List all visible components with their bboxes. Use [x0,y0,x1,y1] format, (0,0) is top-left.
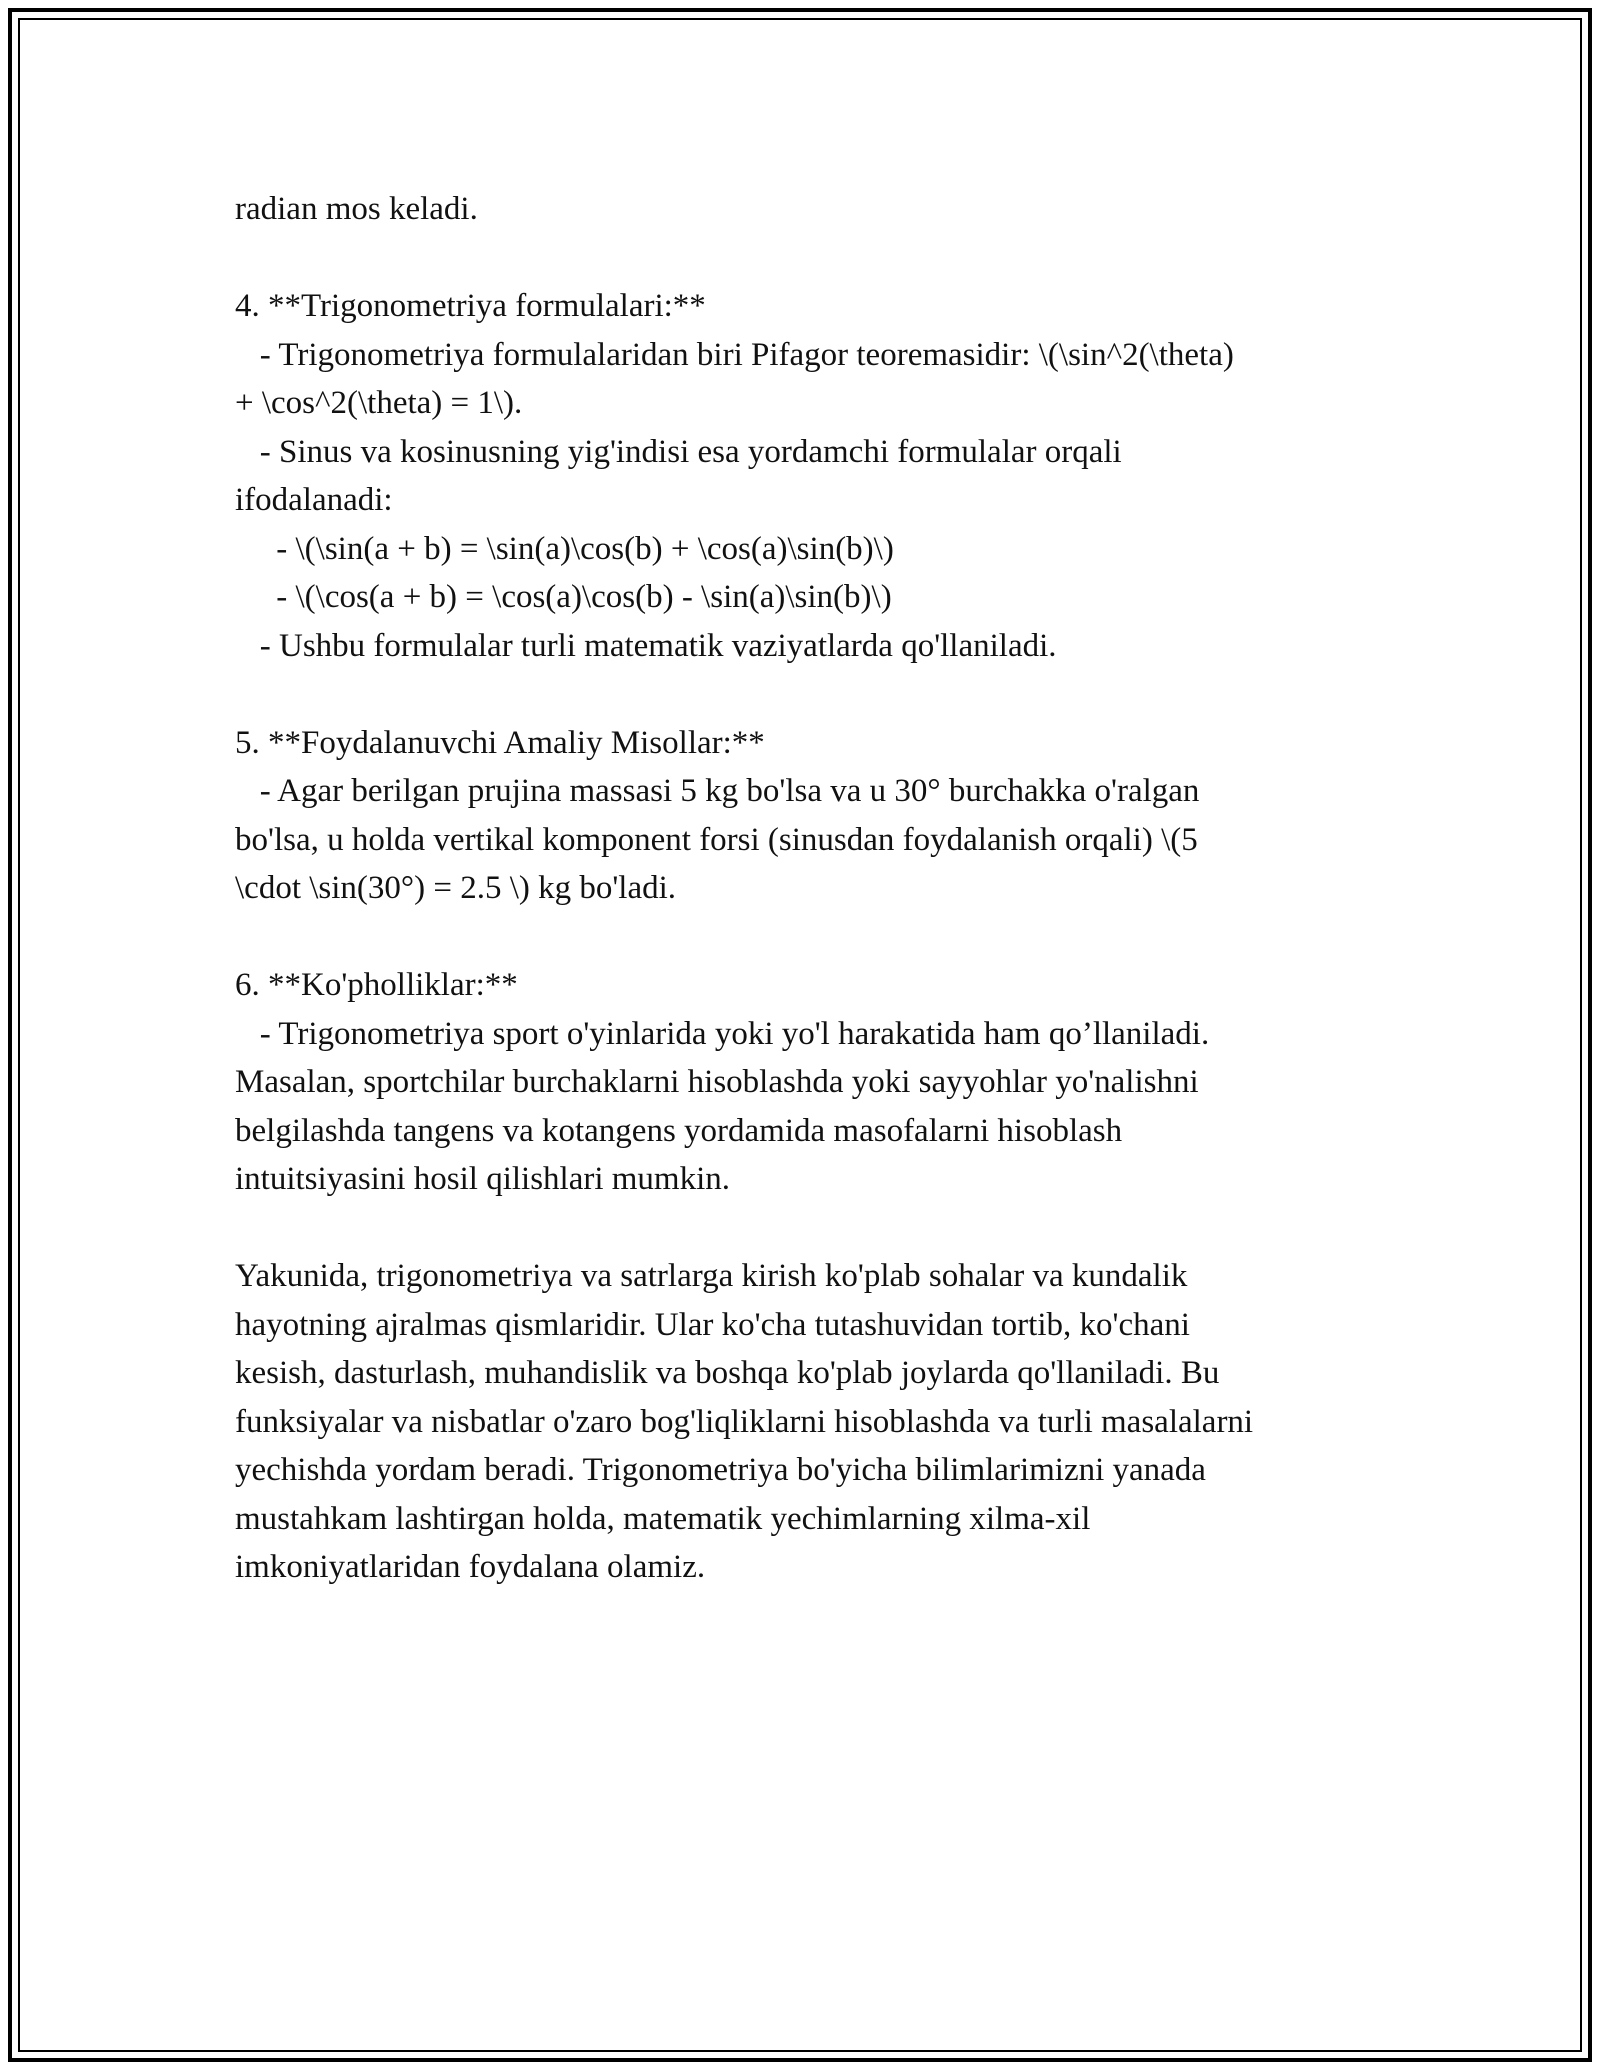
section-heading-applications: 6. **Ko'pholliklar:** [235,967,518,1003]
section-heading-formulas: 4. **Trigonometriya formulalari:** [235,288,706,324]
conclusion-line: Yakunida, trigonometriya va satrlarga kirish ko'plab sohalar va kundalik [235,1258,1188,1294]
text-line: + \cos^2(\theta) = 1\). [235,385,523,421]
formula-line: - \(\sin(a + b) = \sin(a)\cos(b) + \cos(a)\sin(b)\) [235,530,894,567]
conclusion-line: yechishda yordam beradi. Trigonometriya bo'yicha bilimlarimizni yanada [235,1452,1206,1488]
conclusion-line: kesish, dasturlash, muhandislik va boshqa ko'plab joylarda qo'llaniladi. Bu [235,1355,1220,1391]
text-line: - Agar berilgan prujina massasi 5 kg bo'lsa va u 30° burchakka o'ralgan [235,773,1200,809]
text-line: - Trigonometriya formulalaridan biri Pifagor teoremasidir: \(\sin^2(\theta) [235,336,1234,373]
section-heading-examples: 5. **Foydalanuvchi Amaliy Misollar:** [235,724,765,761]
formula-line: - \(\cos(a + b) = \cos(a)\cos(b) - \sin(a)\sin(b)\) [235,579,892,615]
blank-line [235,670,1375,719]
text-line: Masalan, sportchilar burchaklarni hisoblashda yoki sayyohlar yo'nalishni [235,1064,1199,1100]
text-line: bo'lsa, u holda vertikal komponent forsi (sinusdan foydalanish orqali) \(5 [235,821,1198,858]
blank-line [235,913,1375,962]
text-line: belgilashda tangens va kotangens yordamida masofalarni hisoblash [235,1112,1123,1149]
text-line: ifodalanadi: [235,482,393,518]
conclusion-line: hayotning ajralmas qismlaridir. Ular ko'cha tutashuvidan tortib, ko'chani [235,1306,1190,1343]
document-body [235,185,1375,1592]
blank-line [235,234,1375,283]
conclusion-line: mustahkam lashtirgan holda, matematik yechimlarning xilma-xil [235,1500,1091,1537]
text-line: radian mos keladi. [235,191,478,227]
conclusion-line: funksiyalar va nisbatlar o'zaro bog'liqliklarni hisoblashda va turli masalalarni [235,1403,1254,1440]
text-line: - Trigonometriya sport o'yinlarida yoki yo'l harakatida ham qo’llaniladi. [235,1015,1210,1052]
text-line: intuitsiyasini hosil qilishlari mumkin. [235,1161,731,1197]
blank-line [235,1204,1375,1253]
text-line: \cdot \sin(30°) = 2.5 \) kg bo'ladi. [235,870,677,906]
text-line: - Sinus va kosinusning yig'indisi esa yordamchi formulalar orqali [235,433,1122,470]
text-line: - Ushbu formulalar turli matematik vaziyatlarda qo'llaniladi. [235,627,1057,664]
conclusion-line: imkoniyatlaridan foydalana olamiz. [235,1549,706,1585]
